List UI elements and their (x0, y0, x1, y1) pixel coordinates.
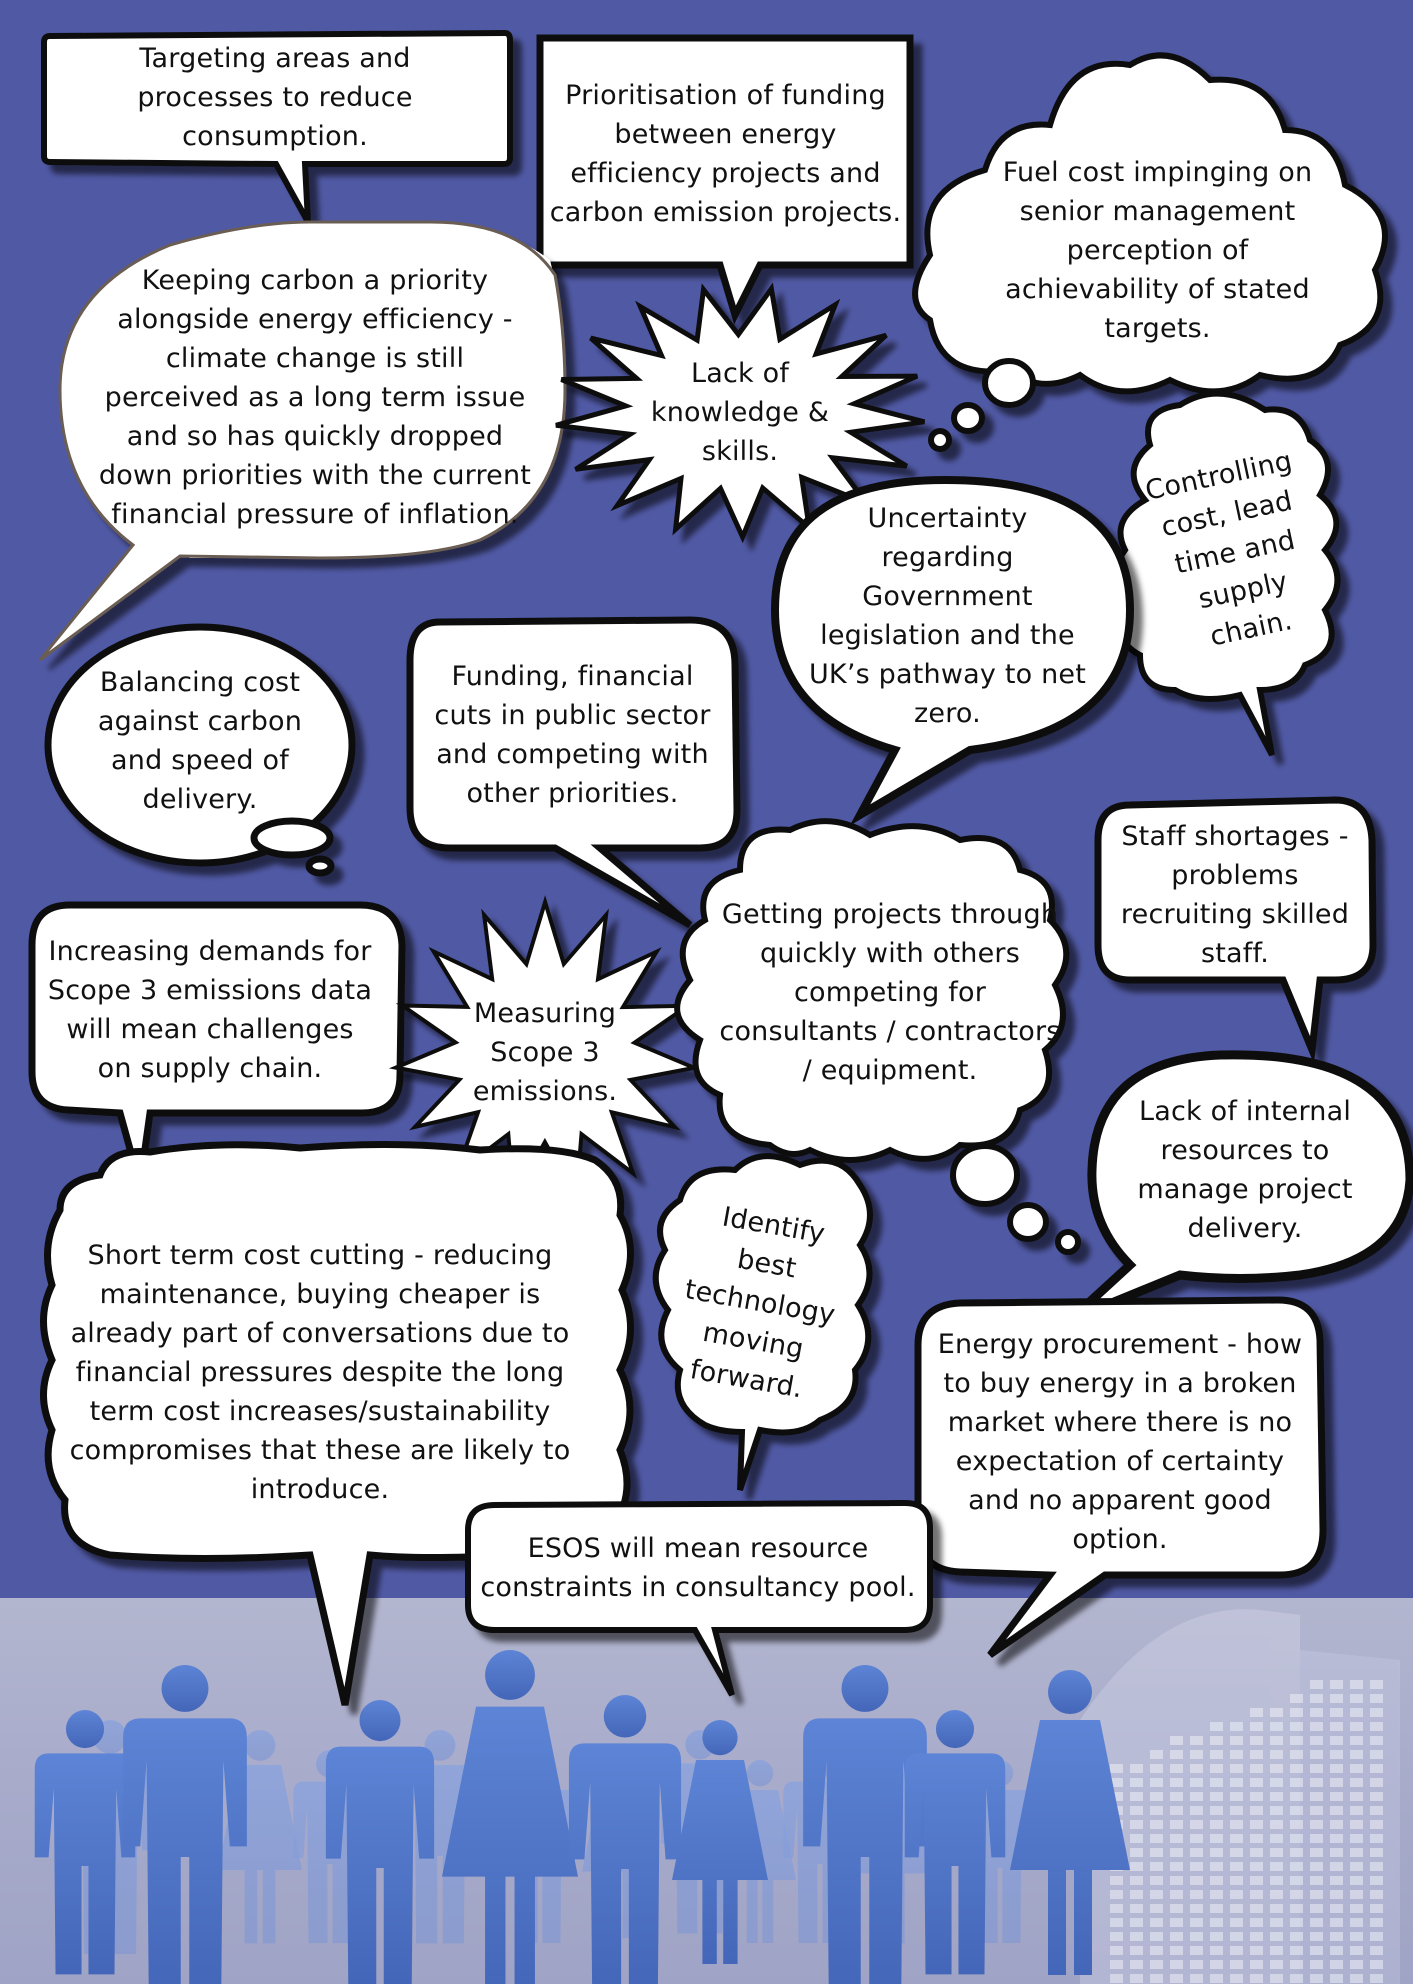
bubble-text-esos: ESOS will mean resource constraints in consultancy pool. (480, 1532, 916, 1603)
bubble-text-uncertainty: Uncertainty regarding Government legislation and the UK’s pathway to net zero. (808, 502, 1087, 729)
bubble-text-short-term: Short term cost cutting - reducing maintenance, buying cheaper is already part of conversations due to financial pressures despite the long term cost increases/sustainability compromises that these are likely to introduce. (69, 1240, 571, 1505)
bubble-text-internal: Lack of internal resources to manage project delivery. (1137, 1096, 1353, 1244)
bubble-text-projects: Getting projects through quickly with others competing for consultants / contractors / equipment. (719, 899, 1061, 1086)
bubble-text-scope3-measure: Measuring Scope 3 emissions. (472, 998, 618, 1107)
bubble-text-carbon-priority: Keeping carbon a priority alongside energy efficiency - climate change is still perceived as a long term issue and so has quickly dropped down priorities with the current financial pressure of inflation. (98, 265, 532, 530)
bubble-text-scope3-data: Increasing demands for Scope 3 emissions data will mean challenges on supply chain. (47, 935, 373, 1084)
bubble-text-balancing: Balancing cost against carbon and speed of delivery. (97, 666, 303, 815)
bubble-text-prioritisation: Prioritisation of funding between energy efficiency projects and carbon emission projects. (549, 80, 902, 228)
bubble-text-controlling-cost: Controlling cost, lead time and supply chain. (1142, 445, 1298, 653)
bubble-text-consumption: Targeting areas and processes to reduce consumption. (137, 42, 413, 152)
bubble-text-fuel-cost: Fuel cost impinging on senior management perception of achievability of stated targets. (1002, 156, 1313, 344)
bubble-text-funding: Funding, financial cuts in public sector and competing with other priorities. (434, 661, 711, 809)
bubble-text-staff: Staff shortages - problems recruiting skilled staff. (1120, 820, 1350, 969)
bubble-text-knowledge: Lack of knowledge & skills. (650, 358, 830, 467)
bubble-text-procurement: Energy procurement - how to buy energy in a broken market where there is no expectation of certainty and no apparent good option. (937, 1329, 1303, 1555)
bubble-text-technology: Identify best technology moving forward. (682, 1201, 838, 1405)
